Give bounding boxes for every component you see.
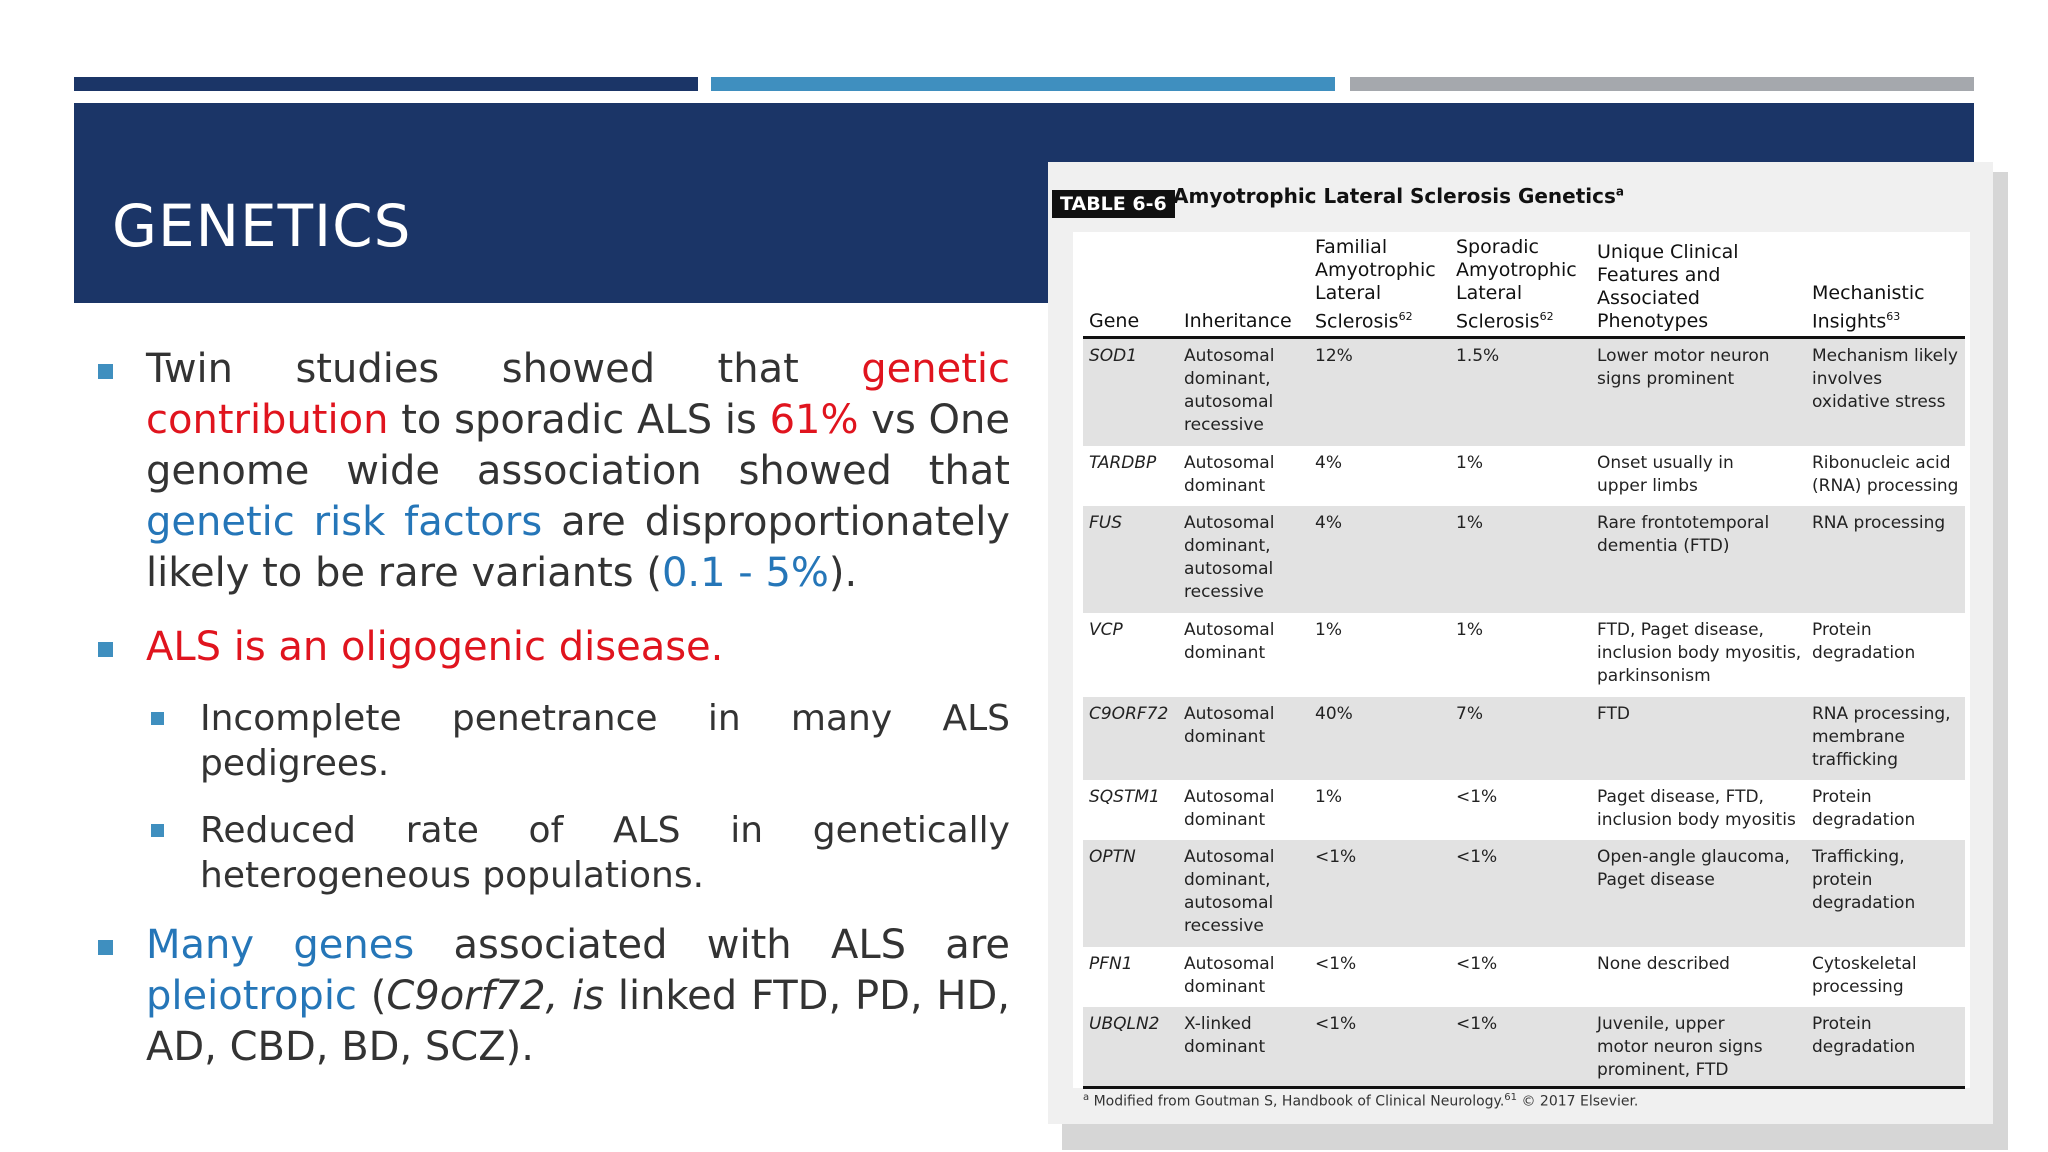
header-inheritance: Inheritance bbox=[1184, 310, 1292, 332]
cell-familial: 12% bbox=[1315, 346, 1353, 366]
bullet-text-italic: is bbox=[558, 973, 605, 1019]
table-title-superscript: a bbox=[1615, 184, 1625, 199]
cell-mechanistic: Protein degradation bbox=[1812, 787, 1916, 830]
bullet-square-icon bbox=[151, 824, 164, 837]
cell-inheritance: Autosomal dominant bbox=[1184, 453, 1275, 496]
cell-clinical: Lower motor neuron signs prominent bbox=[1597, 346, 1770, 389]
table-title bbox=[1173, 184, 1624, 208]
sub-bullet-incomplete-penetrance bbox=[90, 696, 1010, 786]
slide-title: GENETICS bbox=[112, 192, 412, 260]
cell-familial: 1% bbox=[1315, 787, 1342, 807]
table-label-badge: TABLE 6-6 bbox=[1052, 190, 1175, 218]
footnote-copyright: © 2017 Elsevier. bbox=[1517, 1093, 1639, 1110]
cell-sporadic: 7% bbox=[1456, 704, 1483, 724]
cell-clinical: None described bbox=[1597, 954, 1730, 974]
bullet-text: ). bbox=[828, 550, 858, 596]
highlight-rare-variant-range: 0.1 - 5% bbox=[661, 550, 829, 596]
highlight-many-genes: Many genes bbox=[146, 922, 415, 968]
cell-familial: 4% bbox=[1315, 453, 1342, 473]
header-sporadic-text: Sporadic Amyotrophic Lateral Sclerosis bbox=[1456, 235, 1577, 332]
cell-sporadic: <1% bbox=[1456, 1014, 1498, 1034]
cell-clinical: FTD bbox=[1597, 704, 1630, 724]
header-familial-ref: 62 bbox=[1398, 309, 1413, 323]
cell-gene: C9ORF72 bbox=[1089, 704, 1169, 724]
footnote-text: Modified from Goutman S, Handbook of Clinical Neurology. bbox=[1089, 1093, 1505, 1110]
highlight-genetic-risk-factors: genetic risk factors bbox=[146, 499, 543, 545]
cell-clinical: Open-angle glaucoma, Paget disease bbox=[1597, 847, 1790, 890]
bullet-text: Twin studies showed that bbox=[146, 346, 862, 392]
cell-gene: TARDBP bbox=[1089, 453, 1157, 473]
cell-sporadic: 1% bbox=[1456, 453, 1483, 473]
top-accent-bar-navy bbox=[74, 77, 698, 91]
slide-body bbox=[90, 344, 1010, 1096]
table-row-sod1 bbox=[1083, 339, 1965, 446]
cell-sporadic: <1% bbox=[1456, 954, 1498, 974]
cell-clinical: Juvenile, upper motor neuron signs prominent, FTD bbox=[1597, 1014, 1763, 1080]
header-clinical: Unique Clinical Features and Associated Phenotypes bbox=[1597, 241, 1739, 332]
cell-clinical: Paget disease, FTD, inclusion body myositis bbox=[1597, 787, 1796, 830]
cell-inheritance: Autosomal dominant, autosomal recessive bbox=[1184, 847, 1275, 936]
cell-mechanistic: Ribonucleic acid (RNA) processing bbox=[1812, 453, 1959, 496]
table-row-vcp bbox=[1083, 613, 1965, 697]
table-row-pfn1 bbox=[1083, 947, 1965, 1007]
cell-gene: VCP bbox=[1089, 620, 1123, 640]
cell-familial: 40% bbox=[1315, 704, 1353, 724]
cell-inheritance: Autosomal dominant, autosomal recessive bbox=[1184, 346, 1275, 435]
bullet-oligogenic bbox=[90, 622, 1010, 673]
cell-mechanistic: RNA processing, membrane trafficking bbox=[1812, 704, 1951, 770]
header-sporadic-ref: 62 bbox=[1539, 309, 1554, 323]
cell-familial: <1% bbox=[1315, 954, 1357, 974]
cell-inheritance: Autosomal dominant, autosomal recessive bbox=[1184, 513, 1275, 602]
cell-sporadic: <1% bbox=[1456, 787, 1498, 807]
cell-inheritance: X-linked dominant bbox=[1184, 1014, 1266, 1057]
gene-name-c9orf72: C9orf72, bbox=[386, 973, 559, 1019]
cell-sporadic: 1% bbox=[1456, 513, 1483, 533]
header-gene: Gene bbox=[1089, 310, 1140, 332]
table-row-c9orf72 bbox=[1083, 697, 1965, 780]
cell-gene: SOD1 bbox=[1089, 346, 1138, 366]
header-mechanistic-ref: 63 bbox=[1886, 309, 1901, 323]
cell-familial: 4% bbox=[1315, 513, 1342, 533]
top-accent-bar-blue bbox=[711, 77, 1335, 91]
table-header bbox=[1083, 235, 1965, 339]
bullet-twin-studies bbox=[90, 344, 1010, 599]
cell-familial: <1% bbox=[1315, 847, 1357, 867]
cell-inheritance: Autosomal dominant bbox=[1184, 620, 1275, 663]
bullet-text: associated with ALS are bbox=[414, 922, 1010, 968]
header-familial-text: Familial Amyotrophic Lateral Sclerosis bbox=[1315, 235, 1436, 332]
footnote-reference: 61 bbox=[1504, 1092, 1518, 1103]
bullet-text: linked FTD, PD, HD, AD, CBD, BD, SCZ). bbox=[146, 973, 1010, 1070]
bullet-text: vs One genome wide association showed that bbox=[146, 397, 1010, 494]
cell-mechanistic: Cytoskeletal processing bbox=[1812, 954, 1917, 997]
cell-inheritance: Autosomal dominant bbox=[1184, 787, 1275, 830]
cell-clinical: Rare frontotemporal dementia (FTD) bbox=[1597, 513, 1770, 556]
header-familial bbox=[1315, 236, 1440, 333]
table-row-sqstm1 bbox=[1083, 780, 1965, 840]
cell-mechanistic: Trafficking, protein degradation bbox=[1812, 847, 1916, 913]
sub-bullet-text: Reduced rate of ALS in genetically heterogeneous populations. bbox=[200, 810, 1010, 896]
header-sporadic bbox=[1456, 236, 1581, 333]
footnote-marker: a bbox=[1083, 1092, 1090, 1103]
cell-clinical: Onset usually in upper limbs bbox=[1597, 453, 1734, 496]
highlight-pleiotropic: pleiotropic bbox=[146, 973, 357, 1019]
table-bottom-rule bbox=[1083, 1086, 1965, 1089]
cell-sporadic: <1% bbox=[1456, 847, 1498, 867]
table-title-text: Amyotrophic Lateral Sclerosis Genetics bbox=[1173, 184, 1616, 208]
highlight-61-percent: 61% bbox=[769, 397, 859, 443]
cell-gene: OPTN bbox=[1089, 847, 1136, 867]
cell-gene: SQSTM1 bbox=[1089, 787, 1160, 807]
bullet-text: ALS is an oligogenic disease. bbox=[146, 624, 724, 670]
table-row-fus bbox=[1083, 506, 1965, 613]
sub-bullet-reduced-rate bbox=[90, 808, 1010, 898]
bullet-square-icon bbox=[98, 940, 113, 955]
cell-mechanistic: Protein degradation bbox=[1812, 1014, 1916, 1057]
cell-mechanistic: Protein degradation bbox=[1812, 620, 1916, 663]
cell-sporadic: 1.5% bbox=[1456, 346, 1500, 366]
sub-bullet-text: Incomplete penetrance in many ALS pedigrees. bbox=[200, 698, 1010, 784]
table-row-ubqln2 bbox=[1083, 1007, 1965, 1086]
cell-sporadic: 1% bbox=[1456, 620, 1483, 640]
bullet-square-icon bbox=[98, 364, 113, 379]
top-accent-bar-gray bbox=[1350, 77, 1974, 91]
header-mechanistic-text: Mechanistic Insights bbox=[1812, 281, 1925, 332]
table-row-optn bbox=[1083, 840, 1965, 947]
cell-mechanistic: RNA processing bbox=[1812, 513, 1946, 533]
bullet-pleiotropic bbox=[90, 920, 1010, 1073]
cell-gene: PFN1 bbox=[1089, 954, 1133, 974]
cell-familial: 1% bbox=[1315, 620, 1342, 640]
bullet-text: to sporadic ALS is bbox=[388, 397, 770, 443]
cell-inheritance: Autosomal dominant bbox=[1184, 954, 1275, 997]
cell-gene: FUS bbox=[1089, 513, 1123, 533]
bullet-square-icon bbox=[151, 712, 164, 725]
header-mechanistic bbox=[1812, 282, 1962, 333]
cell-clinical: FTD, Paget disease, inclusion body myositis, parkinsonism bbox=[1597, 620, 1802, 686]
cell-familial: <1% bbox=[1315, 1014, 1357, 1034]
cell-gene: UBQLN2 bbox=[1089, 1014, 1160, 1034]
cell-mechanistic: Mechanism likely involves oxidative stress bbox=[1812, 346, 1958, 412]
cell-inheritance: Autosomal dominant bbox=[1184, 704, 1275, 747]
table-row-tardbp bbox=[1083, 446, 1965, 506]
bullet-square-icon bbox=[98, 642, 113, 657]
bullet-text: ( bbox=[356, 973, 387, 1019]
highlight-genetic-contribution: genetic contribution bbox=[146, 346, 1010, 443]
table-footnote bbox=[1083, 1092, 1638, 1110]
bullet-text: are disproportionately likely to be rare variants ( bbox=[146, 499, 1010, 596]
